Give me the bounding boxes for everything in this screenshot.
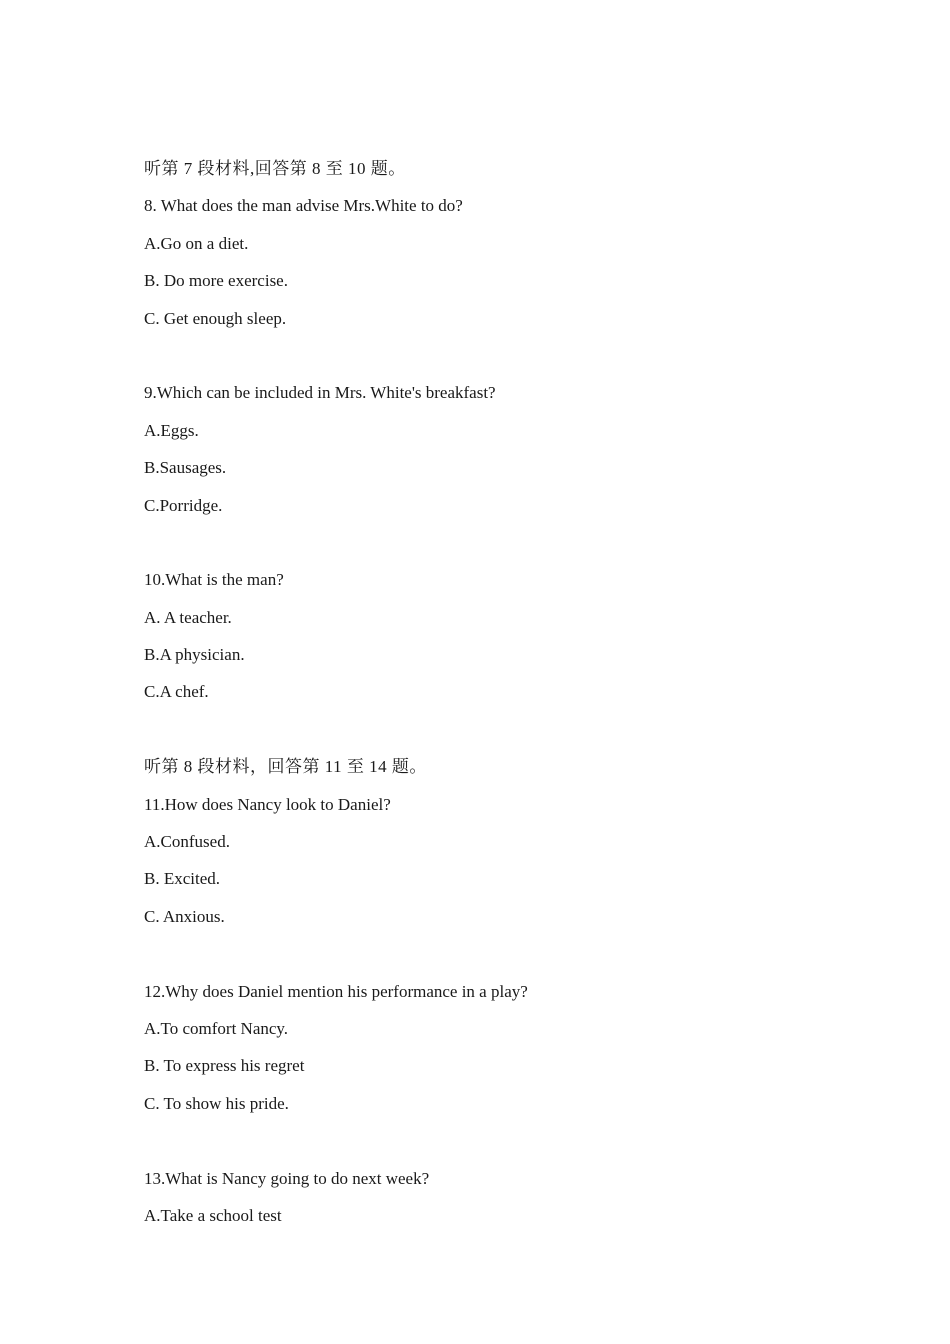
- answer-option: A.To comfort Nancy.: [144, 1018, 289, 1038]
- answer-option: B. Excited.: [144, 869, 221, 889]
- spacer: [144, 718, 844, 755]
- answer-option: A.Go on a diet.: [144, 233, 249, 253]
- answer-option: A. A teacher.: [144, 607, 232, 627]
- spacer: [144, 344, 844, 381]
- answer-option: C.Porridge.: [144, 495, 223, 515]
- answer-option: C. Anxious.: [144, 906, 225, 926]
- question-text: 10.What is the man?: [144, 570, 284, 590]
- question-text: 11.How does Nancy look to Daniel?: [144, 794, 391, 814]
- question-text: 12.Why does Daniel mention his performance in a play?: [144, 981, 528, 1001]
- answer-option: A.Take a school test: [144, 1205, 282, 1225]
- exam-content: [144, 157, 844, 1241]
- section-header: 听第 7 段材料,回答第 8 至 10 题。: [144, 159, 406, 178]
- answer-option: A.Confused.: [144, 832, 230, 852]
- answer-option: B.A physician.: [144, 645, 245, 665]
- answer-option: C. Get enough sleep.: [144, 308, 287, 328]
- spacer: [144, 942, 844, 979]
- section-header: 听第 8 段材料，回答第 11 至 14 题。: [144, 757, 427, 777]
- question-text: 9.Which can be included in Mrs. White's breakfast?: [144, 383, 496, 403]
- question-text: 13.What is Nancy going to do next week?: [144, 1168, 430, 1188]
- spacer: [144, 531, 844, 568]
- answer-option: B.Sausages.: [144, 458, 227, 478]
- question-text: 8. What does the man advise Mrs.White to do?: [144, 196, 463, 216]
- answer-option: B. Do more exercise.: [144, 271, 288, 291]
- spacer: [144, 1129, 844, 1166]
- answer-option: C. To show his pride.: [144, 1093, 289, 1113]
- answer-option: B. To express his regret: [144, 1056, 305, 1076]
- answer-option: C.A chef.: [144, 682, 209, 702]
- answer-option: A.Eggs.: [144, 420, 199, 440]
